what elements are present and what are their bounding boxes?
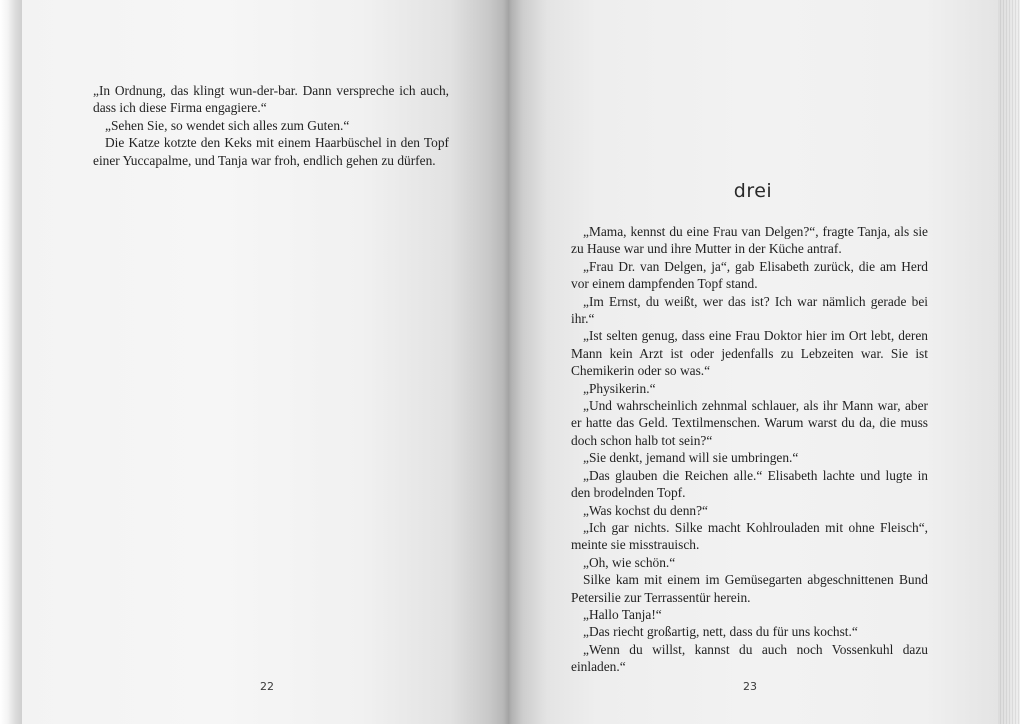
- book-spine: [503, 0, 513, 724]
- right-page-body: [571, 223, 928, 676]
- left-page-body: [93, 82, 449, 169]
- paragraph: „Wenn du willst, kannst du auch noch Vossenkuhl dazu einladen.“: [571, 641, 928, 675]
- right-page: [508, 0, 998, 724]
- page-number-right: 23: [743, 680, 757, 693]
- paragraph: „Was kochst du denn?“: [583, 502, 708, 518]
- paragraph: „Oh, wie schön.“: [583, 554, 676, 570]
- paragraph: „Physikerin.“: [583, 380, 656, 396]
- paragraph: Silke kam mit einem im Gemüsegarten abgeschnittenen Bund Petersilie zur Terrassentür herein.: [571, 572, 928, 605]
- paragraph: „Hallo Tanja!“: [583, 606, 662, 622]
- paragraph: „Sie denkt, jemand will sie umbringen.“: [583, 450, 799, 466]
- right-page-edge-shade: [998, 0, 1020, 724]
- paragraph: „Ich gar nichts. Silke macht Kohlrouladen mit ohne Fleisch“, meinte sie misstrauisch.: [571, 519, 928, 553]
- paragraph: „Das glauben die Reichen alle.“ Elisabeth lachte und lugte in den brodelnden Topf.: [571, 467, 928, 501]
- left-page: [22, 0, 508, 724]
- paragraph: „Ist selten genug, dass eine Frau Doktor hier im Ort lebt, deren Mann kein Arzt ist oder jedenfalls zu Lebzeiten war. Sie ist Chemikerin oder so was.“: [571, 328, 928, 379]
- paragraph: „Frau Dr. van Delgen, ja“, gab Elisabeth zurück, die am Herd vor einem dampfenden Topf stand.: [571, 258, 928, 292]
- chapter-title: drei: [733, 180, 773, 202]
- paragraph: „In Ordnung, das klingt wun-der-bar. Dann verspreche ich auch, dass ich diese Firma engagiere.“: [93, 83, 449, 116]
- left-page-edge: [0, 0, 22, 724]
- paragraph: „Mama, kennst du eine Frau van Delgen?“, fragte Tanja, als sie zu Hause war und ihre Mutter in der Küche antraf.: [571, 224, 928, 257]
- paragraph: „Sehen Sie, so wendet sich alles zum Guten.“: [105, 117, 350, 133]
- paragraph: „Das riecht großartig, nett, dass du für uns kochst.“: [583, 624, 858, 640]
- paragraph: Die Katze kotzte den Keks mit einem Haarbüschel in den Topf einer Yuccapalme, und Tanja war froh, endlich gehen zu dürfen.: [93, 135, 449, 168]
- paragraph: „Und wahrscheinlich zehnmal schlauer, als ihr Mann war, aber er hatte das Geld. Textilmenschen. Warum warst du da, die muss doch schon halb tot sein?“: [571, 398, 928, 448]
- paragraph: „Im Ernst, du weißt, wer das ist? Ich war nämlich gerade bei ihr.“: [571, 293, 928, 327]
- page-number-left: 22: [260, 680, 274, 693]
